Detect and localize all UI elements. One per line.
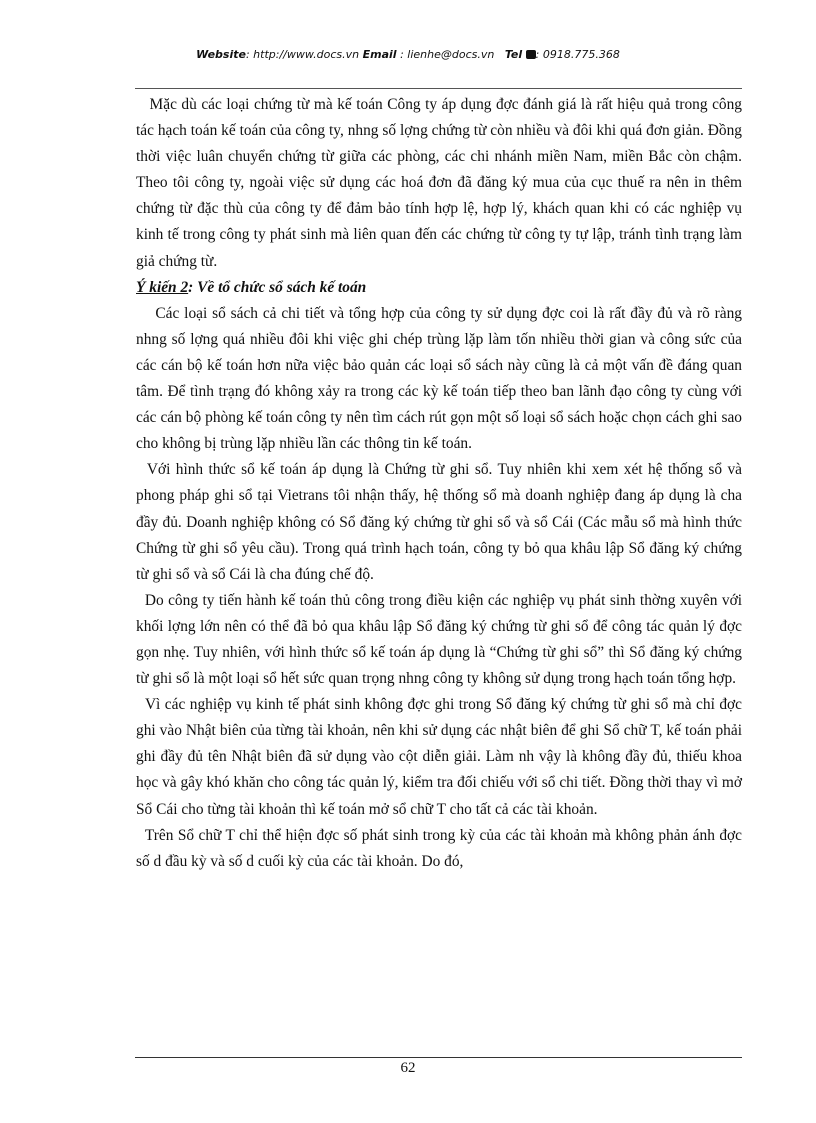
paragraph: Mặc dù các loại chứng từ mà kế toán Công ty áp dụng đợc đánh giá là rất hiệu quả trong công tác hạch toán kế toán của công ty, nhng số lợng chứng từ còn nhiều và đôi khi quá đơn giản. Đồng thời việc luân chuyển chứng từ giữa các phòng, các chi nhánh miền Nam, miền Bắc còn chậm. Theo tôi công ty, ngoài việc sử dụng các hoá đơn đã đăng ký mua của cục thuế ra nên in thêm chứng từ đặc thù của công ty để đảm bảo tính hợp lệ, hợp lý, khách quan khi có các nghiệp vụ kinh tế trong công ty phát sinh mà liên quan đến các chứng từ công ty tự lập, tránh tình trạng làm giả chứng từ. <box>136 96 742 270</box>
paragraph: Do công ty tiến hành kế toán thủ công trong điều kiện các nghiệp vụ phát sinh thờng xuyên với khối lợng lớn nên có thể đã bỏ qua khâu lập Sổ đăng ký chứng từ ghi sổ để công tác quản lý đợc gọn nhẹ. Tuy nhiên, với hình thức sổ kế toán áp dụng là “Chứng từ ghi sổ” thì Sổ đăng ký chứng từ ghi sổ là một loại sổ hết sức quan trọng nhng công ty không sử dụng trong hạch toán tổng hợp. <box>136 591 742 688</box>
paragraph: Trên Sổ chữ T chỉ thể hiện đợc số phát sinh trong kỳ của các tài khoản mà không phản ánh đợc số d đầu kỳ và số d cuối kỳ của các tài khoản. Do đó, <box>136 826 742 870</box>
header-divider <box>135 88 742 89</box>
tel-label: Tel <box>504 48 523 61</box>
page-header <box>0 48 816 61</box>
section-heading <box>136 275 742 301</box>
heading-label: Ý kiến 2 <box>136 278 189 296</box>
tel-value: : 0918.775.368 <box>535 48 620 61</box>
heading-title: : Về tổ chức sổ sách kế toán <box>188 278 367 296</box>
email-value: : lienhe@docs.vn <box>400 48 495 61</box>
footer-divider <box>135 1057 742 1058</box>
email-label: Email <box>362 48 397 61</box>
paragraph: Với hình thức sổ kế toán áp dụng là Chứng từ ghi sổ. Tuy nhiên khi xem xét hệ thống sổ và phong pháp ghi sổ tại Vietrans tôi nhận thấy, hệ thống sổ mà doanh nghiệp đang áp dụng là cha đầy đủ. Doanh nghiệp không có Sổ đăng ký chứng từ ghi sổ và sổ Cái (Các mẫu sổ mà hình thức Chứng từ ghi sổ yêu cầu). Trong quá trình hạch toán, công ty bỏ qua khâu lập Sổ đăng ký chứng từ ghi sổ và sổ Cái là cha đúng chế độ. <box>136 461 742 583</box>
phone-icon <box>526 50 536 59</box>
document-body <box>136 92 742 875</box>
paragraph: Các loại sổ sách cả chi tiết và tổng hợp của công ty sử dụng đợc coi là rất đầy đủ và rõ ràng nhng số lợng quá nhiều đôi khi việc ghi chép trùng lặp làm tốn nhiều thời gian và công sức của các cán bộ kế toán hơn nữa việc bảo quản các loại sổ sách này cũng là cả một vấn đề đáng quan tâm. Để tình trạng đó không xảy ra trong các kỳ kế toán tiếp theo ban lãnh đạo công ty cùng với các cán bộ phòng kế toán công ty nên tìm cách rút gọn một số loại sổ sách hoặc chọn cách ghi sao cho không bị trùng lặp nhiều lần các thông tin kế toán. <box>136 304 742 453</box>
page-number: 62 <box>400 1060 416 1076</box>
paragraph: Vì các nghiệp vụ kinh tế phát sinh không đợc ghi trong Sổ đăng ký chứng từ ghi sổ mà chỉ đợc ghi vào Nhật biên của từng tài khoản, nên khi sử dụng các nhật biên để ghi Sổ chữ T, kế toán phải ghi đầy đủ tên Nhật biên đã sử dụng vào cột diễn giải. Làm nh vậy là không đầy đủ, thiếu khoa học và gây khó khăn cho công tác quản lý, kiểm tra đối chiếu với sổ chi tiết. Đồng thời thay vì mở Sổ Cái cho từng tài khoản thì kế toán mở sổ chữ T cho tất cả các tài khoản. <box>136 696 742 818</box>
website-value: : http://www.docs.vn <box>245 48 360 61</box>
website-label: Website <box>196 48 246 61</box>
